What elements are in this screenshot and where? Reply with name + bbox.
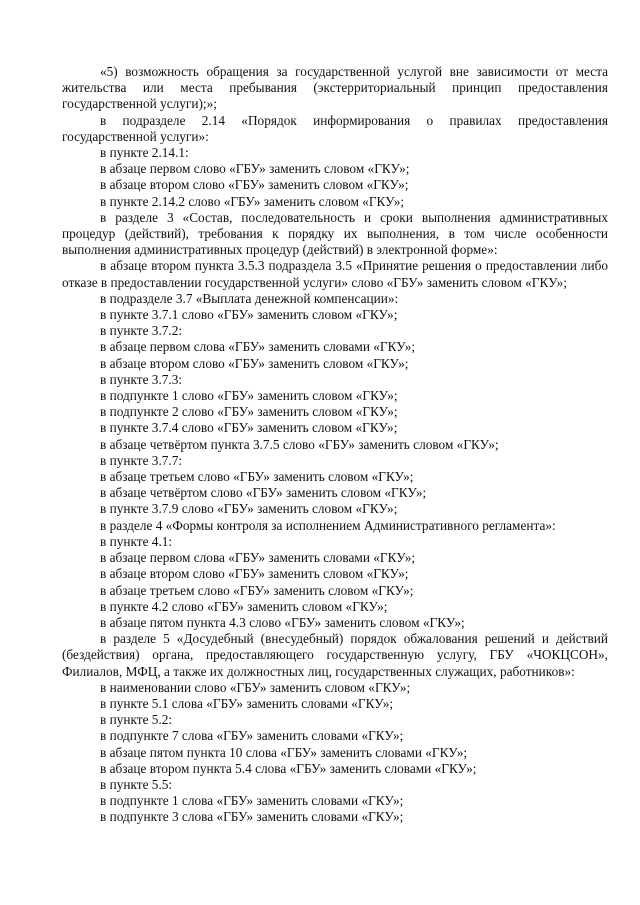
paragraph: в абзаце пятом пункта 10 слова «ГБУ» заменить словами «ГКУ»; (100, 744, 468, 760)
paragraph: в пункте 3.7.3: (100, 371, 183, 387)
paragraph: «5) возможность обращения за государственной услугой вне зависимости от места жительства или места пребывания (экстерриториальный принцип предоставления государственной услуги);»; (62, 64, 608, 112)
paragraph: в абзаце первом слова «ГБУ» заменить словами «ГКУ»; (100, 339, 416, 355)
paragraph: в подразделе 3.7 «Выплата денежной компенсации»: (100, 290, 399, 306)
paragraph: в пункте 2.14.1: (100, 145, 189, 161)
paragraph: в подпункте 3 слова «ГБУ» заменить словами «ГКУ»; (100, 809, 404, 825)
paragraph: в абзаце втором пункта 3.5.3 подраздела 3.5 «Принятие решения о предоставлении либо отказе в предоставлении государственной услуги» слово «ГБУ» заменить словом «ГКУ»; (62, 258, 608, 290)
paragraph: в разделе 3 «Состав, последовательность и сроки выполнения административных процедур (действий), требования к порядку их выполнения, в том числе особенности выполнения административных процедур (действий) в электронной форме»: (62, 209, 608, 258)
paragraph: в абзаце первом слова «ГБУ» заменить словами «ГКУ»; (100, 550, 416, 566)
paragraph: в абзаце втором слово «ГБУ» заменить словом «ГКУ»; (100, 177, 409, 193)
paragraph: в абзаце пятом пункта 4.3 слово «ГБУ» заменить словом «ГКУ»; (100, 614, 465, 630)
document-page (62, 64, 608, 826)
paragraph: в абзаце третьем слово «ГБУ» заменить словом «ГКУ»; (100, 469, 414, 485)
paragraph: в пункте 5.2: (100, 712, 173, 728)
paragraph: в пункте 3.7.7: (100, 452, 183, 468)
paragraph: в наименовании слово «ГБУ» заменить словом «ГКУ»; (100, 679, 411, 695)
paragraph: в разделе 4 «Формы контроля за исполнением Административного регламента»: (100, 517, 556, 533)
paragraph: в подпункте 1 слово «ГБУ» заменить словом «ГКУ»; (100, 388, 398, 404)
paragraph: в абзаце втором пункта 5.4 слова «ГБУ» заменить словами «ГКУ»; (100, 760, 477, 776)
paragraph: в подпункте 7 слова «ГБУ» заменить словами «ГКУ»; (100, 728, 404, 744)
paragraph: в подпункте 1 слова «ГБУ» заменить словами «ГКУ»; (100, 793, 404, 809)
paragraph: в абзаце втором слово «ГБУ» заменить словом «ГКУ»; (100, 355, 409, 371)
paragraph: в пункте 3.7.2: (100, 323, 183, 339)
paragraph: в пункте 3.7.1 слово «ГБУ» заменить словом «ГКУ»; (100, 307, 398, 323)
paragraph: в пункте 4.2 слово «ГБУ» заменить словом «ГКУ»; (100, 598, 388, 614)
paragraph: в абзаце четвёртом слово «ГБУ» заменить словом «ГКУ»; (100, 485, 427, 501)
paragraph: в пункте 5.5: (100, 776, 173, 792)
paragraph: в пункте 3.7.4 слово «ГБУ» заменить словом «ГКУ»; (100, 420, 398, 436)
paragraph: в пункте 2.14.2 слово «ГБУ» заменить словом «ГКУ»; (100, 193, 405, 209)
paragraph: в подразделе 2.14 «Порядок информирования о правилах предоставления государственной услуги»: (62, 112, 608, 144)
paragraph: в пункте 3.7.9 слово «ГБУ» заменить словом «ГКУ»; (100, 501, 398, 517)
paragraph: в пункте 4.1: (100, 533, 173, 549)
paragraph: в абзаце втором слово «ГБУ» заменить словом «ГКУ»; (100, 566, 409, 582)
paragraph: в абзаце четвёртом пункта 3.7.5 слово «ГБУ» заменить словом «ГКУ»; (100, 436, 499, 452)
paragraph: в подпункте 2 слово «ГБУ» заменить словом «ГКУ»; (100, 404, 398, 420)
paragraph: в абзаце первом слово «ГБУ» заменить словом «ГКУ»; (100, 161, 410, 177)
paragraph: в разделе 5 «Досудебный (внесудебный) порядок обжалования решений и действий (бездействия) органа, предоставляющего государственную услугу, ГБУ «ЧОКЦСОН», Филиалов, МФЦ, а также их должностных лиц, государственных служащих, работников»: (62, 631, 608, 679)
paragraph: в пункте 5.1 слова «ГБУ» заменить словами «ГКУ»; (100, 695, 394, 711)
paragraph: в абзаце третьем слово «ГБУ» заменить словом «ГКУ»; (100, 582, 414, 598)
